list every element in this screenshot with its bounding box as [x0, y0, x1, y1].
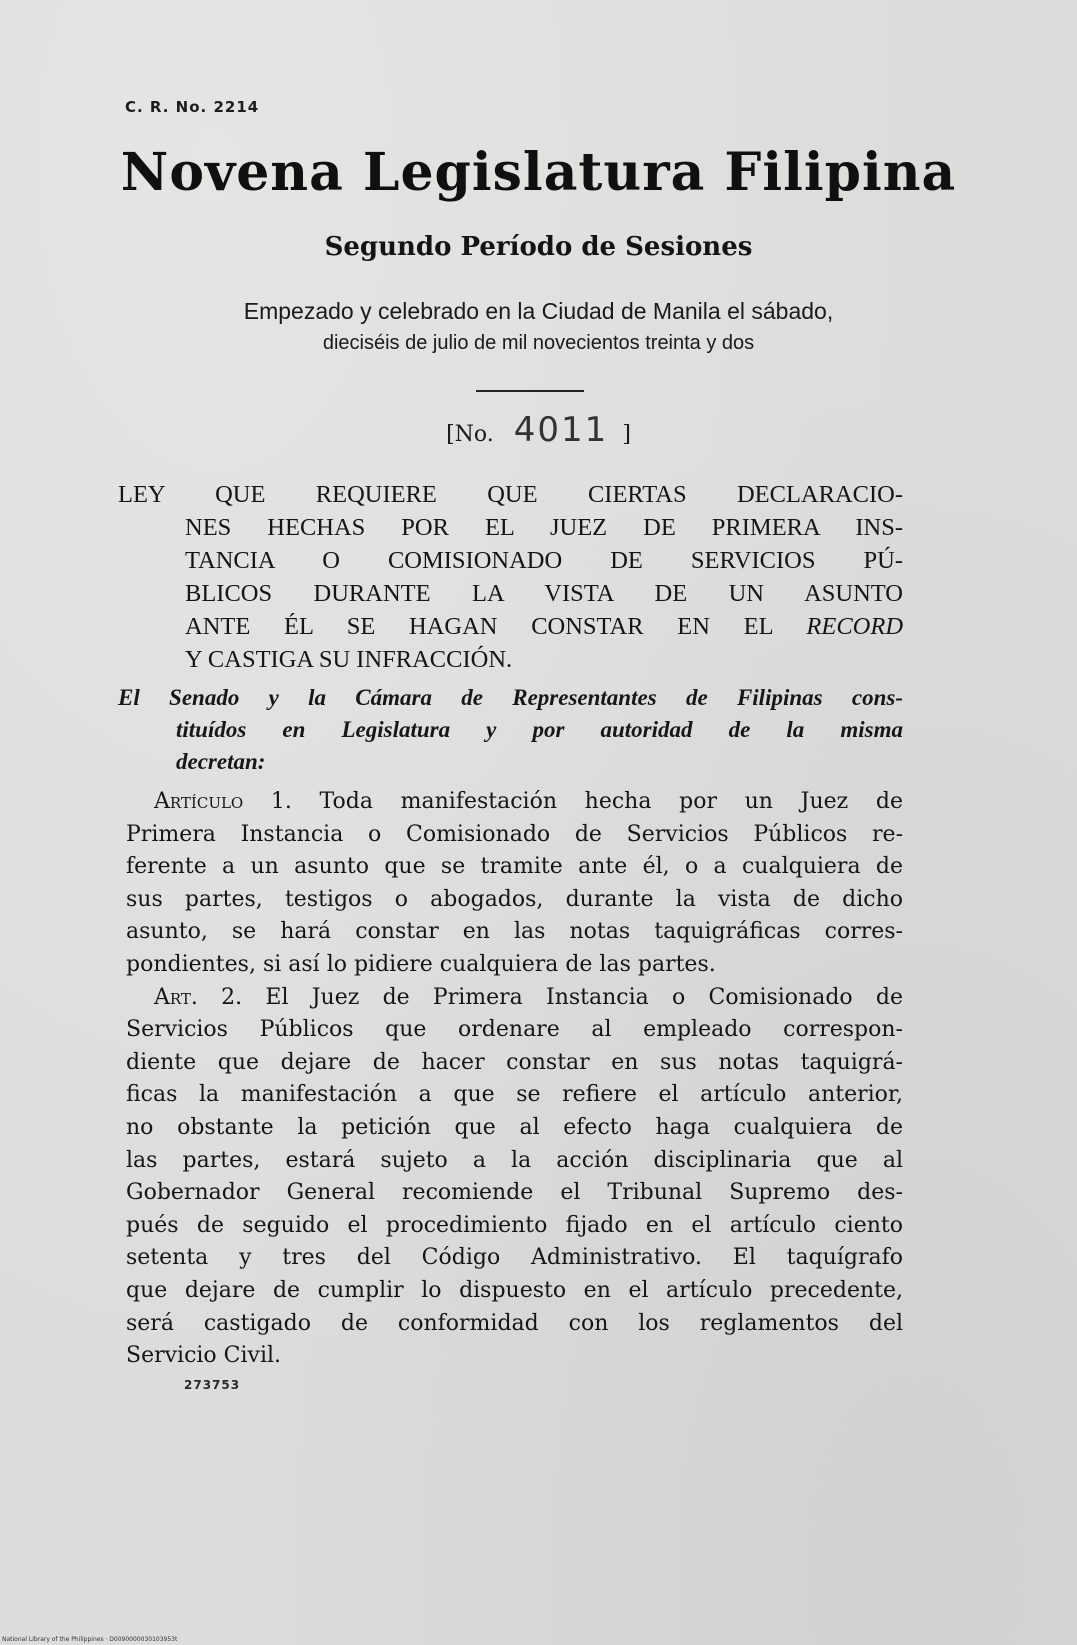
- article-1-line: asunto, se hará constar en las notas taquigráficas corres-: [126, 919, 903, 945]
- law-title-text: ANTE ÉL SE HAGAN CONSTAR EN EL: [185, 613, 773, 640]
- article-1-line: [126, 786, 903, 819]
- article-2-line: Servicios Públicos que ordenare al empleado correspon-: [126, 1017, 903, 1043]
- session-line-1: Empezado y celebrado en la Ciudad de Manila el sábado,: [243, 298, 834, 324]
- article-2-line: las partes, estará sujeto a la acción disciplinaria que al: [126, 1147, 903, 1173]
- article-2-line: no obstante la petición que al efecto haga cualquiera de: [126, 1114, 903, 1140]
- enacting-line: tituídos en Legislatura y por autoridad de la misma: [176, 717, 903, 742]
- print-code: 273753: [184, 1378, 241, 1392]
- article-1-line: Primera Instancia o Comisionado de Servicios Públicos re-: [126, 821, 903, 847]
- session-line-2: dieciséis de julio de mil novecientos treinta y dos: [322, 332, 755, 354]
- law-title-line: [118, 610, 903, 643]
- article-1-line: ferente a un asunto que se tramite ante él, o a cualquiera de: [126, 854, 903, 880]
- law-title-line: Y CASTIGA SU INFRACCIÓN.: [185, 646, 513, 673]
- document-subtitle: Segundo Período de Sesiones: [324, 232, 753, 262]
- article-1-line: sus partes, testigos o abogados, durante la vista de dicho: [126, 886, 903, 912]
- law-title-italic-word: RECORD: [806, 613, 904, 640]
- law-title-line: LEY QUE REQUIERE QUE CIERTAS DECLARACIO-: [118, 481, 903, 508]
- reference-number: C. R. No. 2214: [125, 98, 260, 116]
- law-title-line: TANCIA O COMISIONADO DE SERVICIOS PÚ-: [185, 547, 903, 574]
- act-number-prefix: [No.: [446, 422, 494, 447]
- article-2-line: Servicio Civil.: [126, 1343, 282, 1369]
- enacting-line: El Senado y la Cámara de Representantes de Filipinas cons-: [118, 685, 903, 710]
- article-2-line: ficas la manifestación a que se refiere el artículo anterior,: [126, 1082, 903, 1108]
- article-2-label: Art.: [154, 984, 198, 1010]
- law-title: [118, 478, 903, 676]
- enacting-line: decretan:: [176, 749, 266, 774]
- article-2-line: será castigado de conformidad con los reglamentos del: [126, 1310, 903, 1336]
- law-title-line: NES HECHAS POR EL JUEZ DE PRIMERA INS-: [185, 514, 903, 541]
- enacting-clause: [118, 682, 903, 778]
- document-title: Novena Legislatura Filipina: [120, 142, 957, 203]
- scan-footer: National Library of the Philippines · D0090000030103953t: [2, 1636, 178, 1643]
- article-2-line: pués de seguido el procedimiento fijado en el artículo ciento: [126, 1212, 903, 1238]
- act-number-suffix: ]: [622, 422, 631, 447]
- article-2-line: setenta y tres del Código Administrativo. El taquígrafo: [126, 1245, 903, 1271]
- article-1-text: 1. Toda manifestación hecha por un Juez de: [270, 789, 903, 814]
- article-2-line: [126, 982, 903, 1015]
- article-1-label: Artículo: [154, 789, 244, 814]
- article-1-line: pondientes, si así lo pidiere cualquiera de las partes.: [126, 951, 716, 977]
- divider-rule: [476, 390, 584, 392]
- article-2-line: que dejare de cumplir lo dispuesto en el artículo precedente,: [126, 1277, 903, 1303]
- article-2-line: diente que dejare de hacer constar en sus notas taquigrá-: [126, 1049, 903, 1075]
- articles: [126, 786, 903, 1373]
- law-title-line: BLICOS DURANTE LA VISTA DE UN ASUNTO: [185, 580, 903, 607]
- act-number-value: 4011: [513, 410, 609, 450]
- article-2-line: Gobernador General recomiende el Tribunal Supremo des-: [126, 1180, 903, 1206]
- article-2-text: 2. El Juez de Primera Instancia o Comisionado de: [221, 984, 904, 1010]
- act-number: [0, 410, 1077, 450]
